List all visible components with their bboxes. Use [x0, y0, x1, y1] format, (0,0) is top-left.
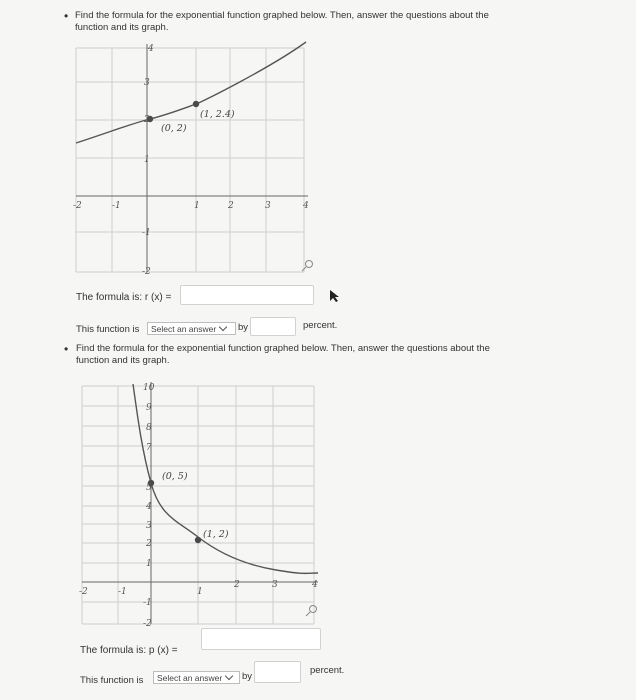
- y-tick: 1: [144, 155, 150, 165]
- point-1-2.4: [193, 101, 199, 107]
- x-tick: 4: [312, 580, 318, 590]
- function-is-label-2: This function is: [80, 675, 144, 686]
- x-tick: 3: [265, 201, 271, 211]
- y-tick: 7: [146, 443, 152, 453]
- curve-1: [76, 42, 306, 143]
- behavior-select-2[interactable]: [153, 671, 240, 684]
- graph-1: [70, 38, 320, 278]
- bullet-dot: •: [64, 342, 69, 356]
- function-is-label-1: This function is: [76, 324, 140, 335]
- point-b-label: (1, 2.4): [200, 109, 235, 120]
- x-tick: 1: [197, 587, 203, 597]
- cursor-icon: [328, 289, 342, 303]
- y-tick: 3: [144, 78, 150, 88]
- y-tick: 1: [146, 559, 152, 569]
- magnifier-icon[interactable]: [306, 606, 317, 617]
- y-tick: 2: [146, 539, 152, 549]
- formula-label-2: The formula is: p (x) =: [80, 645, 178, 656]
- chevron-down-icon: [219, 323, 227, 331]
- formula-input-2[interactable]: [201, 628, 321, 650]
- select-text: Select an answer: [151, 324, 217, 334]
- x-tick: 3: [272, 580, 278, 590]
- chevron-down-icon: [225, 672, 233, 680]
- point-b-label: (1, 2): [203, 529, 229, 540]
- percent-label-1: percent.: [303, 320, 338, 331]
- question-2-prompt: Find the formula for the exponential function graphed below. Then, answer the questions about the function and its graph.: [76, 343, 490, 366]
- y-tick: -1: [142, 228, 151, 238]
- grid-lines-1: [76, 48, 304, 272]
- y-tick: -2: [143, 619, 152, 628]
- x-tick: 2: [234, 580, 240, 590]
- y-tick: 3: [146, 521, 152, 531]
- question-1-prompt: Find the formula for the exponential function graphed below. Then, answer the questions about the function and its graph.: [75, 10, 489, 33]
- x-tick: -1: [112, 201, 121, 211]
- y-tick: -1: [143, 598, 152, 608]
- x-tick: 1: [194, 201, 200, 211]
- graph-2: [76, 380, 326, 628]
- x-tick: -2: [73, 201, 82, 211]
- y-tick: 10: [143, 383, 155, 393]
- select-text: Select an answer: [157, 673, 223, 683]
- x-tick: 4: [303, 201, 309, 211]
- rate-input-2[interactable]: [254, 661, 301, 683]
- point-a-label: (0, 2): [161, 123, 187, 134]
- x-tick: -2: [79, 587, 88, 597]
- formula-input-1[interactable]: [180, 285, 314, 305]
- formula-label-1: The formula is: r (x) =: [76, 292, 172, 303]
- point-1-2: [195, 537, 201, 543]
- y-tick: 8: [146, 423, 152, 433]
- rate-input-1[interactable]: [250, 317, 296, 336]
- percent-label-2: percent.: [310, 665, 345, 676]
- y-tick: 9: [146, 403, 152, 413]
- curve-2: [133, 384, 318, 573]
- y-tick: 4: [148, 44, 154, 54]
- behavior-select-1[interactable]: [147, 322, 236, 335]
- point-a-label: (0, 5): [162, 471, 188, 482]
- x-tick: 2: [228, 201, 234, 211]
- bullet-dot: •: [64, 9, 69, 23]
- by-label-1: by: [238, 322, 249, 333]
- y-tick: 2: [144, 115, 150, 125]
- y-tick: -2: [142, 267, 151, 277]
- x-tick: -1: [118, 587, 127, 597]
- y-tick: 5: [146, 483, 152, 493]
- y-tick: 4: [146, 502, 152, 512]
- by-label-2: by: [242, 671, 253, 682]
